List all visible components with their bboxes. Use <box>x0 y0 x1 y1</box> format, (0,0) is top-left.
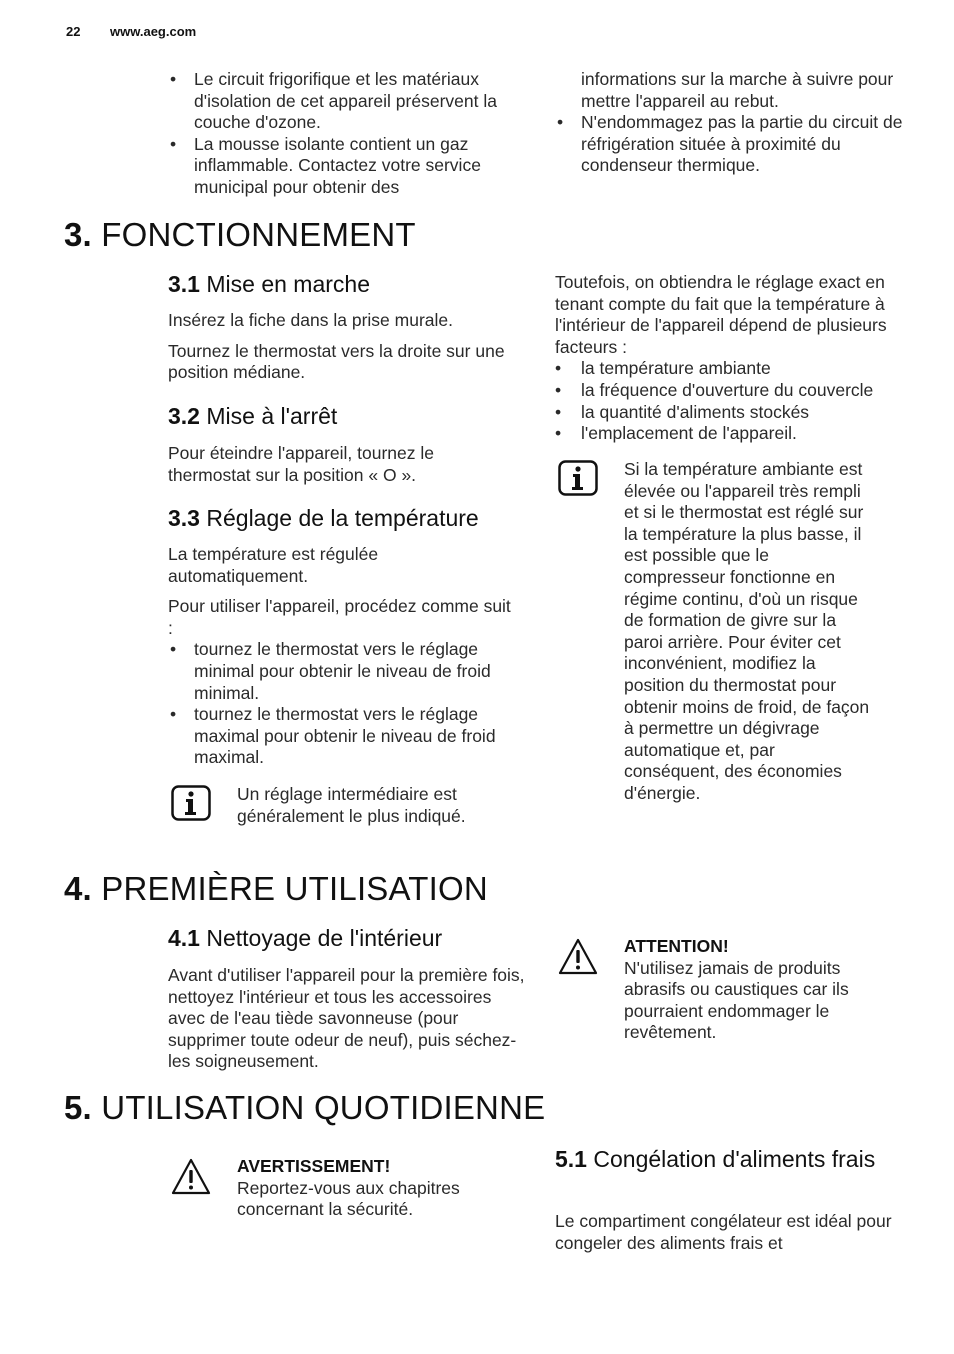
continuation-text: informations sur la marche à suivre pour mettre l'appareil au rebut. <box>581 69 894 111</box>
info-note: Si la température ambiante est élevée ou l'appareil très rempli et si le thermostat est réglé sur la température la plus basse, il est possible que le compresseur fonctionne en régime continu, d'où un risque de formation de givre sur la paroi arrière. Pour éviter cet inconvénient, modifiez la position du thermostat pour obtenir moins de froid, de façon à permettre un dégivrage automatique et, par conséquent, des économies d'énergie. <box>624 459 870 803</box>
intro-right <box>555 69 905 177</box>
paragraph: Avant d'utiliser l'appareil pour la première fois, nettoyez l'intérieur et tous les accessoires avec de l'eau tiède savonneuse (pour supprimer toute odeur de neuf), puis séchez-les soigneusement. <box>168 965 525 1072</box>
warning-note <box>237 1156 497 1221</box>
subsection-heading: 3.1 Mise en marche <box>168 271 370 297</box>
warning-triangle-icon <box>171 1157 211 1202</box>
page-number: 22 <box>66 24 81 39</box>
list-item: • Le circuit frigorifique et les matériaux d'isolation de cet appareil préservent la couche d'ozone. <box>168 69 520 134</box>
list-item: • la quantité d'aliments stockés <box>555 402 910 424</box>
section-heading: 5. UTILISATION QUOTIDIENNE <box>64 1089 546 1126</box>
warning-triangle-icon <box>558 937 598 982</box>
list-item: • la fréquence d'ouverture du couvercle <box>555 380 910 402</box>
paragraph: La température est régulée automatiquement. <box>168 544 379 586</box>
paragraph: Pour éteindre l'appareil, tournez le thermostat sur la position « O ». <box>168 443 435 485</box>
site-url: www.aeg.com <box>110 24 197 39</box>
paragraph: Le compartiment congélateur est idéal pour congeler des aliments frais et <box>555 1211 892 1253</box>
list-item: • l'emplacement de l'appareil. <box>555 423 910 445</box>
paragraph: Toutefois, on obtiendra le réglage exact en tenant compte du fait que la température à l'intérieur de l'appareil dépend de plusieurs facteurs : <box>555 272 887 357</box>
subsection-heading: 4.1 Nettoyage de l'intérieur <box>168 925 443 951</box>
caution-title: ATTENTION! <box>624 936 729 956</box>
list-item: • la température ambiante <box>555 358 910 380</box>
caution-text: N'utilisez jamais de produits abrasifs ou caustiques car ils pourraient endommager le revêtement. <box>624 957 849 1043</box>
s32-body <box>168 443 488 486</box>
section-heading: 4. PREMIÈRE UTILISATION <box>64 870 488 907</box>
list-item: • La mousse isolante contient un gaz inflammable. Contactez votre service municipal pour obtenir des <box>168 134 520 199</box>
list-item: • tournez le thermostat vers le réglage maximal pour obtenir le niveau de froid maximal. <box>168 704 520 769</box>
subsection-heading: 3.3 Réglage de la température <box>168 505 479 531</box>
subsection-heading: 5.1 Congélation d'aliments frais <box>555 1146 876 1172</box>
warning-text: Reportez-vous aux chapitres concernant la sécurité. <box>237 1177 460 1220</box>
section-heading: 3. FONCTIONNEMENT <box>64 216 416 253</box>
info-note: Un réglage intermédiaire est généralement le plus indiqué. <box>237 784 466 826</box>
s51-body <box>555 1211 895 1254</box>
info-icon <box>558 460 598 505</box>
info-icon <box>171 785 211 830</box>
s31-body <box>168 310 518 384</box>
s41-body <box>168 965 528 1073</box>
s3-right-body <box>555 272 910 445</box>
paragraph: Insérez la fiche dans la prise murale. <box>168 310 453 330</box>
list-item: • N'endommagez pas la partie du circuit de réfrigération située à proximité du condenseur thermique. <box>555 112 905 177</box>
paragraph: Pour utiliser l'appareil, procédez comme suit : <box>168 596 511 638</box>
caution-note <box>624 936 884 1044</box>
warning-title: AVERTISSEMENT! <box>237 1156 391 1176</box>
paragraph: Tournez le thermostat vers la droite sur une position médiane. <box>168 340 505 383</box>
page-header <box>66 24 196 39</box>
list-item: • tournez le thermostat vers le réglage minimal pour obtenir le niveau de froid minimal. <box>168 639 520 704</box>
s33-body <box>168 544 520 769</box>
subsection-heading: 3.2 Mise à l'arrêt <box>168 403 338 429</box>
intro-left <box>168 69 520 199</box>
